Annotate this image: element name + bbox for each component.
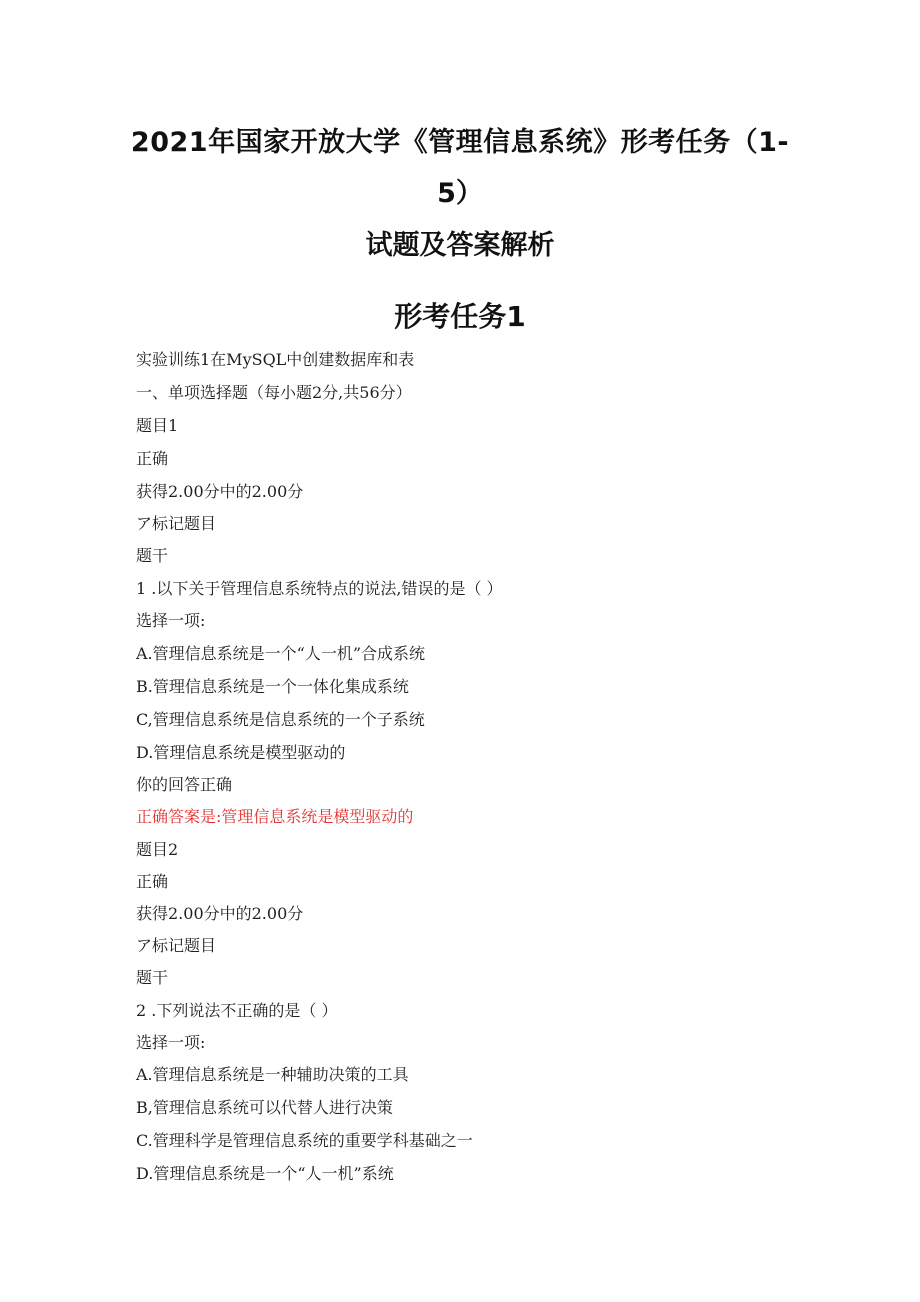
section-heading: 形考任务1 bbox=[394, 300, 526, 333]
option-c: C,管理信息系统是信息系统的一个子系统 bbox=[136, 710, 425, 729]
question-stem-label: 题干 bbox=[136, 546, 169, 565]
choose-one-label: 选择一项: bbox=[136, 1033, 206, 1052]
question-text: 2 .下列说法不正确的是（ ） bbox=[136, 1001, 338, 1020]
option-d: D.管理信息系统是一个“人一机”系统 bbox=[136, 1164, 394, 1183]
question-score: 获得2.00分中的2.00分 bbox=[136, 904, 304, 923]
option-c: C.管理科学是管理信息系统的重要学科基础之一 bbox=[136, 1131, 473, 1150]
question-text: 1 .以下关于管理信息系统特点的说法,错误的是（ ） bbox=[136, 579, 503, 598]
document-title-line-2: 5） bbox=[437, 178, 483, 209]
question-number: 题目1 bbox=[136, 416, 179, 435]
flag-question-link[interactable]: ア标记题目 bbox=[136, 514, 217, 533]
option-a: A.管理信息系统是一种辅助决策的工具 bbox=[136, 1065, 409, 1084]
question-score: 获得2.00分中的2.00分 bbox=[136, 482, 304, 501]
option-d: D.管理信息系统是模型驱动的 bbox=[136, 743, 346, 762]
flag-question-link[interactable]: ア标记题目 bbox=[136, 936, 217, 955]
choose-one-label: 选择一项: bbox=[136, 611, 206, 630]
option-b: B,管理信息系统可以代替人进行决策 bbox=[136, 1098, 393, 1117]
answer-feedback: 你的回答正确 bbox=[136, 775, 233, 794]
question-status: 正确 bbox=[136, 449, 169, 468]
document-title-line-1: 2021年国家开放大学《管理信息系统》形考任务（1- bbox=[130, 127, 790, 158]
section-instructions: 一、单项选择题（每小题2分,共56分） bbox=[136, 383, 412, 402]
question-number: 题目2 bbox=[136, 840, 179, 859]
experiment-title: 实验训练1在MySQL中创建数据库和表 bbox=[136, 350, 415, 369]
correct-answer: 正确答案是:管理信息系统是模型驱动的 bbox=[136, 807, 414, 826]
option-b: B.管理信息系统是一个一体化集成系统 bbox=[136, 677, 409, 696]
document-subtitle: 试题及答案解析 bbox=[365, 230, 555, 261]
question-status: 正确 bbox=[136, 872, 169, 891]
option-a: A.管理信息系统是一个“人一机”合成系统 bbox=[136, 644, 426, 663]
question-stem-label: 题干 bbox=[136, 968, 169, 987]
